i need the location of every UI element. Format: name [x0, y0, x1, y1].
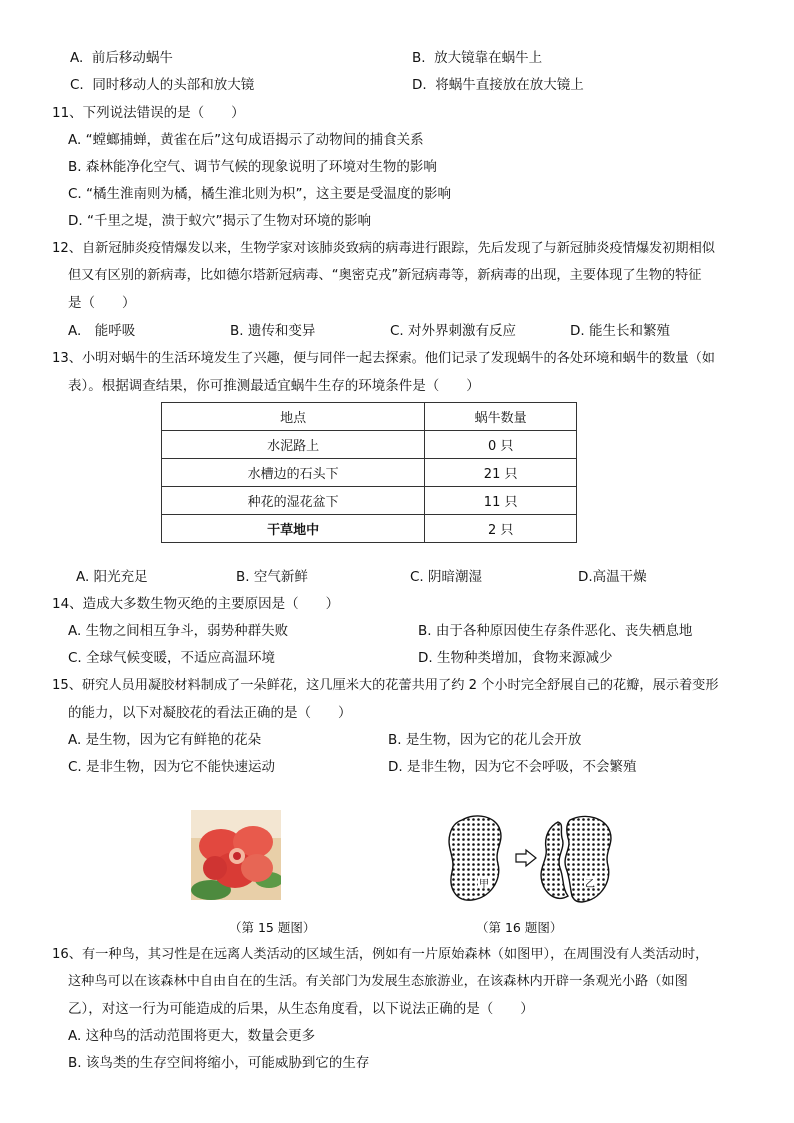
q12-option-b: B. 遗传和变异 — [230, 323, 316, 339]
q15-option-a: A. 是生物，因为它有鲜艳的花朵 — [68, 732, 262, 748]
table-header-location: 地点 — [162, 403, 425, 431]
q11-option-d: D. “千里之堤，溃于蚁穴”揭示了生物对环境的影响 — [68, 213, 371, 229]
arrow-icon — [516, 850, 536, 866]
q16-stem-line3: 乙），对这一行为可能造成的后果，从生态角度看，以下说法正确的是（ ） — [68, 1001, 534, 1017]
q14-option-c: C. 全球气候变暖，不适应高温环境 — [68, 650, 276, 666]
gel-flower-image — [191, 810, 281, 900]
q10-option-b: B. 放大镜靠在蜗牛上 — [412, 50, 543, 66]
table-row — [162, 487, 577, 515]
table-cell: 干草地中 — [162, 515, 425, 543]
table-cell: 21 只 — [425, 459, 577, 487]
table-header-row — [162, 403, 577, 431]
q14-option-b: B. 由于各种原因使生存条件恶化、丧失栖息地 — [418, 623, 693, 639]
q11-option-b: B. 森林能净化空气、调节气候的现象说明了环境对生物的影响 — [68, 159, 437, 175]
q13-stem-line1: 13、小明对蜗牛的生活环境发生了兴趣，便与同伴一起去探索。他们记录了发现蜗牛的各处环境和蜗牛的数量（如 — [52, 351, 715, 366]
q12-stem-line1: 12、自新冠肺炎疫情爆发以来，生物学家对该肺炎致病的病毒进行跟踪，先后发现了与新冠肺炎疫情爆发初期相似 — [52, 241, 715, 256]
table-row — [162, 431, 577, 459]
q10-option-c: C. 同时移动人的头部和放大镜 — [70, 77, 255, 93]
fig15-caption: （第 15 题图） — [229, 920, 316, 935]
table-cell: 种花的湿花盆下 — [162, 487, 425, 515]
q16-option-b: B. 该鸟类的生存空间将缩小，可能威胁到它的生存 — [68, 1055, 370, 1071]
q12-option-c: C. 对外界刺激有反应 — [390, 323, 517, 339]
q13-option-a: A. 阳光充足 — [76, 569, 148, 585]
q13-option-b: B. 空气新鲜 — [236, 569, 308, 585]
q13-option-c: C. 阴暗潮湿 — [410, 569, 483, 585]
q10-option-d: D. 将蜗牛直接放在放大镜上 — [412, 77, 584, 93]
q15-stem-line2: 的能力，以下对凝胶花的看法正确的是（ ） — [68, 705, 352, 721]
snail-count-table — [161, 402, 577, 543]
table-row — [162, 459, 577, 487]
q10-option-a: A. 前后移动蜗牛 — [70, 50, 173, 66]
table-cell: 水泥路上 — [162, 431, 425, 459]
table-cell: 11 只 — [425, 487, 577, 515]
forest-jia-label: 甲 — [479, 879, 489, 890]
q14-option-a: A. 生物之间相互争斗，弱势种群失败 — [68, 623, 289, 639]
q15-option-c: C. 是非生物，因为它不能快速运动 — [68, 759, 276, 775]
q12-stem-line2: 但又有区别的新病毒，比如德尔塔新冠病毒、“奥密克戎”新冠病毒等，新病毒的出现，主要体现了生物的特征 — [68, 268, 702, 283]
q15-option-b: B. 是生物，因为它的花儿会开放 — [388, 732, 582, 748]
forest-yi-label: 乙 — [585, 879, 595, 890]
table-cell: 水槽边的石头下 — [162, 459, 425, 487]
q15-option-d: D. 是非生物，因为它不会呼吸，不会繁殖 — [388, 759, 637, 775]
table-cell: 0 只 — [425, 431, 577, 459]
q12-stem-line3: 是（ ） — [68, 295, 136, 311]
table-row — [162, 515, 577, 543]
q13-stem-line2: 表）。根据调查结果，你可推测最适宜蜗牛生存的环境条件是（ ） — [68, 378, 480, 394]
q11-option-c: C. “橘生淮南则为橘，橘生淮北则为枳”，这主要是受温度的影响 — [68, 186, 451, 202]
q15-stem-line1: 15、研究人员用凝胶材料制成了一朵鲜花，这几厘米大的花蕾共用了约 2 个小时完全舒展自己的花瓣，展示着变形 — [52, 678, 719, 693]
q16-stem-line1: 16、有一种鸟，其习性是在远离人类活动的区域生活，例如有一片原始森林（如图甲），在周围没有人类活动时， — [52, 947, 709, 962]
q16-option-a: A. 这种鸟的活动范围将更大，数量会更多 — [68, 1028, 316, 1044]
q13-option-d: D.高温干燥 — [578, 569, 647, 585]
fig16-caption: （第 16 题图） — [476, 920, 563, 935]
table-cell: 2 只 — [425, 515, 577, 543]
forest-jia-shape — [449, 816, 501, 900]
q11-option-a: A. “螳螂捕蝉，黄雀在后”这句成语揭示了动物间的捕食关系 — [68, 132, 424, 148]
q14-stem: 14、造成大多数生物灭绝的主要原因是（ ） — [52, 596, 340, 612]
forest-diagram — [446, 812, 618, 908]
q16-stem-line2: 这种鸟可以在该森林中自由自在的生活。有关部门为发展生态旅游业，在该森林内开辟一条观光小路（如图 — [68, 974, 688, 989]
forest-yi-left-shape — [541, 822, 568, 898]
q14-option-d: D. 生物种类增加，食物来源减少 — [418, 650, 613, 666]
table-header-count: 蜗牛数量 — [425, 403, 577, 431]
q12-option-a: A. 能呼吸 — [68, 323, 136, 339]
q12-option-d: D. 能生长和繁殖 — [570, 323, 670, 339]
q11-stem: 11、下列说法错误的是（ ） — [52, 105, 245, 121]
